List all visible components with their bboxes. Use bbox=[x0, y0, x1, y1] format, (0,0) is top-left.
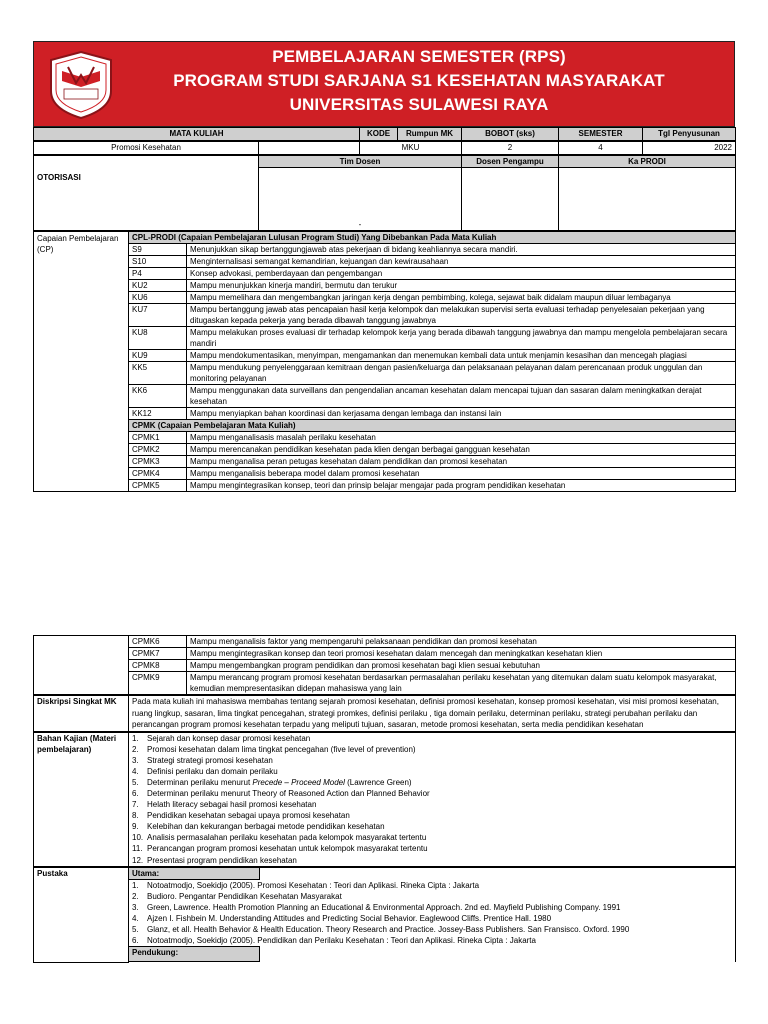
rps-sheet-page-2 bbox=[33, 635, 735, 963]
ka-prodi-label: Ka PRODI bbox=[559, 156, 736, 168]
cpl-text: Mampu menunjukkan kinerja mandiri, bermutu dan terukur bbox=[187, 280, 736, 292]
bahan-kajian-item bbox=[132, 832, 732, 843]
otorisasi-table bbox=[33, 155, 736, 231]
value-kode bbox=[259, 142, 360, 155]
label-tgl-penyusunan: Tgl Penyusunan bbox=[643, 128, 736, 141]
course-values-table bbox=[33, 141, 736, 155]
bahan-kajian-text: Helath literacy sebagai hasil promosi kesehatan bbox=[147, 800, 317, 810]
bahan-kajian-number: 1. bbox=[132, 733, 139, 743]
cpl-text: Mampu bertanggung jawab atas pencapaian hasil kerja kelompok dan melakukan supervisi serta evaluasi terhadap penyelesaian pekerjaan yang ditugaskan kepada pekerja yang berada dibawah tanggung jawabnya bbox=[187, 304, 736, 327]
course-info-table bbox=[33, 127, 736, 141]
bahan-kajian-text: Determinan perilaku menurut bbox=[147, 777, 253, 787]
cpl-row bbox=[34, 280, 736, 292]
pustaka-utama-number: 1. bbox=[132, 880, 139, 890]
bahan-kajian-number: 3. bbox=[132, 755, 139, 765]
bahan-kajian-number: 6. bbox=[132, 788, 139, 798]
cpmk-code: CPMK7 bbox=[129, 648, 187, 660]
cpl-code: KU9 bbox=[129, 350, 187, 362]
value-mata-kuliah: Promosi Kesehatan bbox=[34, 142, 259, 155]
cpl-code: KK5 bbox=[129, 362, 187, 385]
bahan-kajian-number: 12. bbox=[132, 855, 144, 865]
bahan-kajian-text: Definisi perilaku dan domain perilaku bbox=[147, 766, 278, 776]
bahan-kajian-text: Pendidikan kesehatan sebagai upaya promosi kesehatan bbox=[147, 811, 350, 821]
pustaka-utama-label: Utama: bbox=[129, 868, 260, 880]
bahan-kajian-number: 4. bbox=[132, 766, 139, 776]
label-semester: SEMESTER bbox=[559, 128, 643, 141]
cpmk-row bbox=[34, 480, 736, 492]
header-title-1: PEMBELAJARAN SEMESTER (RPS) bbox=[272, 47, 566, 66]
tim-dosen-signature: - bbox=[259, 168, 462, 231]
cpl-code: S10 bbox=[129, 256, 187, 268]
bahan-kajian-item bbox=[132, 733, 732, 744]
cpl-row bbox=[34, 268, 736, 280]
cpl-code: KU6 bbox=[129, 292, 187, 304]
tim-dosen-label: Tim Dosen bbox=[259, 156, 462, 168]
cpmk-text: Mampu merancang program promosi kesehatan berdasarkan permasalahan perilaku kesehatan yang ditemukan dalam suatu kelompok masyarakat, kemudian mempresentasikan didepan mahasiswa yang lain bbox=[187, 672, 736, 695]
pustaka-utama-text: Glanz, et all. Health Behavior & Health Education. Theory Research and Practice. Jossey-Bass Publishers. San Fransisco. Oxford. 1990 bbox=[147, 925, 630, 934]
cpmk-row bbox=[34, 444, 736, 456]
header-title-2: PROGRAM STUDI SARJANA S1 KESEHATAN MASYARAKAT bbox=[173, 71, 665, 90]
deskripsi-label: Diskripsi Singkat MK bbox=[34, 696, 129, 732]
cpl-text: Mampu menggunakan data surveillans dan pengendalian ancaman kesehatan dalam mencapai tujuan dan sasaran dalam meningkatkan derajat kesehatan bbox=[187, 385, 736, 408]
cpl-text: Konsep advokasi, pemberdayaan dan pengembangan bbox=[187, 268, 736, 280]
cpmk-code: CPMK1 bbox=[129, 432, 187, 444]
label-mata-kuliah: MATA KULIAH bbox=[34, 128, 360, 141]
bahan-kajian-item bbox=[132, 799, 732, 810]
bahan-kajian-number: 2. bbox=[132, 744, 139, 754]
bahan-kajian-item bbox=[132, 788, 732, 799]
cpl-row bbox=[34, 292, 736, 304]
value-bobot: 2 bbox=[462, 142, 559, 155]
cpmk-row bbox=[34, 648, 736, 660]
cpmk-text: Mampu mengembangkan program pendidikan dan promosi kesehatan bagi klien sesuai kebutuhan bbox=[187, 660, 736, 672]
cpmk-continuation-table bbox=[33, 635, 736, 695]
bahan-kajian-item bbox=[132, 744, 732, 755]
cpmk-code: CPMK6 bbox=[129, 636, 187, 648]
cpmk-row bbox=[34, 636, 736, 648]
cp-label: Capaian Pembelajaran (CP) bbox=[34, 232, 129, 492]
bahan-kajian-text: Kelebihan dan kekurangan berbagai metode pendidikan kesehatan bbox=[147, 822, 385, 832]
pustaka-utama-number: 5. bbox=[132, 925, 139, 934]
cpl-row bbox=[34, 304, 736, 327]
pustaka-utama-item bbox=[132, 891, 732, 902]
pustaka-utama-text: Notoatmodjo, Soekidjo (2005). Pendidikan dan Perilaku Kesehatan : Teori dan Aplikasi. Rineka Cipta : Jakarta bbox=[147, 936, 536, 946]
bahan-kajian-text: (Lawrence Green) bbox=[344, 777, 412, 787]
pustaka-utama-item bbox=[132, 913, 732, 924]
deskripsi-table bbox=[33, 695, 736, 732]
cpmk-code: CPMK2 bbox=[129, 444, 187, 456]
cpmk-code: CPMK8 bbox=[129, 660, 187, 672]
cpl-code: KK6 bbox=[129, 385, 187, 408]
bahan-kajian-table bbox=[33, 732, 736, 867]
header-banner bbox=[33, 41, 735, 127]
bahan-kajian-item bbox=[132, 777, 732, 788]
cpl-text: Mampu menyiapkan bahan koordinasi dan kerjasama dengan lembaga dan instansi lain bbox=[187, 408, 736, 420]
pustaka-utama-number: 2. bbox=[132, 891, 139, 901]
pustaka-utama-text: Ajzen I. Fishbein M. Understanding Attitudes and Predicting Social Behavior. Eaglewood Cliffs. Prentice Hall. 1980 bbox=[147, 913, 552, 923]
university-logo-icon bbox=[48, 51, 114, 119]
cpmk-row bbox=[34, 456, 736, 468]
cp-label-continued bbox=[34, 636, 129, 695]
bahan-kajian-number: 8. bbox=[132, 811, 139, 821]
cpmk-row bbox=[34, 432, 736, 444]
cpmk-code: CPMK9 bbox=[129, 672, 187, 695]
bahan-kajian-text-italic: Precede – Proceed Model bbox=[252, 777, 345, 787]
ka-prodi-signature bbox=[559, 168, 736, 231]
cpl-row bbox=[34, 244, 736, 256]
pustaka-utama-item bbox=[132, 935, 732, 946]
pustaka-utama-text: Green, Lawrence. Health Promotion Planning an Educational & Environmental Approach. 2nd ed. Mayfield Publishing Company. 1991 bbox=[147, 902, 621, 912]
bahan-kajian-number: 5. bbox=[132, 777, 139, 787]
bahan-kajian-item bbox=[132, 855, 732, 866]
cpl-text: Mampu melakukan proses evaluasi dir terhadap kelompok kerja yang berada dibawah tanggung jawabnya dan mampu mengelola pembelajaran secara mandiri bbox=[187, 327, 736, 350]
bahan-kajian-list bbox=[129, 732, 736, 866]
cpl-row bbox=[34, 327, 736, 350]
bahan-kajian-number: 7. bbox=[132, 800, 139, 810]
value-tgl-penyusunan: 2022 bbox=[643, 142, 736, 155]
pustaka-utama-text: Budioro. Pengantar Pendidikan Kesehatan Masyarakat bbox=[147, 891, 342, 901]
bahan-kajian-number: 11. bbox=[132, 844, 143, 854]
pustaka-utama-number: 4. bbox=[132, 913, 139, 923]
value-semester: 4 bbox=[559, 142, 643, 155]
cpl-text: Menginternalisasi semangat kemandirian, kejuangan dan kewirausahaan bbox=[187, 256, 736, 268]
bahan-kajian-text: Presentasi program pendidikan kesehatan bbox=[147, 855, 297, 865]
bahan-kajian-text: Sejarah dan konsep dasar promosi kesehatan bbox=[147, 733, 311, 743]
cpl-code: KU8 bbox=[129, 327, 187, 350]
rps-sheet-page-1 bbox=[33, 41, 735, 492]
cpmk-code: CPMK4 bbox=[129, 468, 187, 480]
bahan-kajian-number: 10. bbox=[132, 833, 144, 843]
pustaka-utama-number: 3. bbox=[132, 902, 139, 912]
dosen-pengampu-signature bbox=[462, 168, 559, 231]
dosen-pengampu-label: Dosen Pengampu bbox=[462, 156, 559, 168]
bahan-kajian-item bbox=[132, 810, 732, 821]
cpl-text: Mampu memelihara dan mengembangkan jaringan kerja dengan pembimbing, kolega, sejawat baik didalam maupun diluar lembaganya bbox=[187, 292, 736, 304]
bahan-kajian-text: Determinan perilaku menurut Theory of Reasoned Action dan Planned Behavior bbox=[147, 788, 430, 798]
cpmk-text: Mampu menganalisis faktor yang mempengaruhi pelaksanaan pendidikan dan promosi kesehatan bbox=[187, 636, 736, 648]
cpmk-text: Mampu merencanakan pendidikan kesehatan pada klien dengan berbagai gangguan kesehatan bbox=[187, 444, 736, 456]
cpmk-code: CPMK3 bbox=[129, 456, 187, 468]
bahan-kajian-text: Perancangan program promosi kesehatan untuk kelompok masyarakat tertentu bbox=[147, 844, 428, 854]
label-kode: KODE bbox=[360, 128, 398, 141]
cpl-row bbox=[34, 256, 736, 268]
cpl-code: KU2 bbox=[129, 280, 187, 292]
pustaka-pendukung-label: Pendukung: bbox=[129, 946, 260, 962]
label-rumpun-mk: Rumpun MK bbox=[398, 128, 462, 141]
cpl-text: Menunjukkan sikap bertanggungjawab atas pekerjaan di bidang keahliannya secara mandiri. bbox=[187, 244, 736, 256]
cpl-row bbox=[34, 385, 736, 408]
cpl-code: KK12 bbox=[129, 408, 187, 420]
bahan-kajian-item bbox=[132, 821, 732, 832]
bahan-kajian-text: Promosi kesehatan dalam lima tingkat pencegahan (five level of prevention) bbox=[147, 744, 416, 754]
deskripsi-text: Pada mata kuliah ini mahasiswa membahas tentang sejarah promosi kesehatan, definisi promosi kesehatan, konsep promosi kesehatan, visi misi promosi kesehatan, ruang lingkup, sasaran, lima tingkat pencegahan, strategi promkes, definisi perilaku , tiga domain perilaku, determinan perilaku, strategi perubahan perilaku dan perancangan program promosi kesehatan terpadu yang meliputi tujuan, sasaran, metode promosi kesehatan, serta media pendidikan kesehatan bbox=[129, 696, 736, 732]
cpmk-text: Mampu mengintegrasikan konsep dan teori promosi kesehatan dalam mencegah dan meningkatkan kesehatan klien bbox=[187, 648, 736, 660]
bahan-kajian-label: Bahan Kajian (Materi pembelajaran) bbox=[34, 732, 129, 866]
bahan-kajian-number: 9. bbox=[132, 822, 139, 832]
cpl-text: Mampu mendukung penyelenggaraan kemitraan dengan pasien/keluarga dan pelaksanaan pelayanan dalam perencanaan produk unggulan dan monitoring pelayanan bbox=[187, 362, 736, 385]
pustaka-label: Pustaka bbox=[34, 867, 129, 962]
cpmk-text: Mampu mengintegrasikan konsep, teori dan prinsip belajar mengajar pada program pendidikan kesehatan bbox=[187, 480, 736, 492]
cpl-row bbox=[34, 362, 736, 385]
bahan-kajian-text: Analisis permasalahan perilaku kesehatan pada kelompok masyarakat tertentu bbox=[147, 833, 427, 843]
pustaka-utama-item bbox=[132, 880, 732, 891]
cpmk-header: CPMK (Capaian Pembelajaran Mata Kuliah) bbox=[129, 420, 736, 432]
cpmk-code: CPMK5 bbox=[129, 480, 187, 492]
bahan-kajian-item bbox=[132, 766, 732, 777]
cpmk-row bbox=[34, 468, 736, 480]
cpl-row bbox=[34, 350, 736, 362]
cpmk-row bbox=[34, 672, 736, 695]
cpl-row bbox=[34, 408, 736, 420]
cp-table bbox=[33, 231, 736, 492]
otorisasi-label: OTORISASI bbox=[34, 156, 259, 231]
pustaka-utama-list bbox=[129, 880, 735, 947]
cpl-text: Mampu mendokumentasikan, menyimpan, mengamankan dan menemukan kembali data untuk menjamin kesasihan dan mencegah plagiasi bbox=[187, 350, 736, 362]
cpl-prodi-header: CPL-PRODI (Capaian Pembelajaran Lulusan Program Studi) Yang Dibebankan Pada Mata Kuliah bbox=[129, 232, 736, 244]
cpmk-text: Mampu menganalisis beberapa model dalam promosi kesehatan bbox=[187, 468, 736, 480]
bahan-kajian-text: Strategi strategi promosi kesehatan bbox=[147, 755, 273, 765]
cpl-code: KU7 bbox=[129, 304, 187, 327]
pustaka-utama-item bbox=[132, 902, 732, 913]
pustaka-table bbox=[33, 867, 736, 963]
cpmk-text: Mampu menganalisa peran petugas kesehatan dalam pendidikan dan promosi kesehatan bbox=[187, 456, 736, 468]
pustaka-utama-item bbox=[132, 924, 732, 935]
label-bobot: BOBOT (sks) bbox=[462, 128, 559, 141]
cpl-code: S9 bbox=[129, 244, 187, 256]
pustaka-utama-number: 6. bbox=[132, 936, 139, 946]
cpmk-text: Mampu menganalisasis masalah perilaku kesehatan bbox=[187, 432, 736, 444]
header-title-3: UNIVERSITAS SULAWESI RAYA bbox=[289, 95, 549, 114]
bahan-kajian-item bbox=[132, 843, 732, 854]
cpmk-row bbox=[34, 660, 736, 672]
value-rumpun-mk: MKU bbox=[360, 142, 462, 155]
bahan-kajian-item bbox=[132, 755, 732, 766]
pustaka-utama-text: Notoatmodjo, Soekidjo (2005). Promosi Kesehatan : Teori dan Aplikasi. Rineka Cipta : Jakarta bbox=[147, 880, 480, 890]
cpl-code: P4 bbox=[129, 268, 187, 280]
